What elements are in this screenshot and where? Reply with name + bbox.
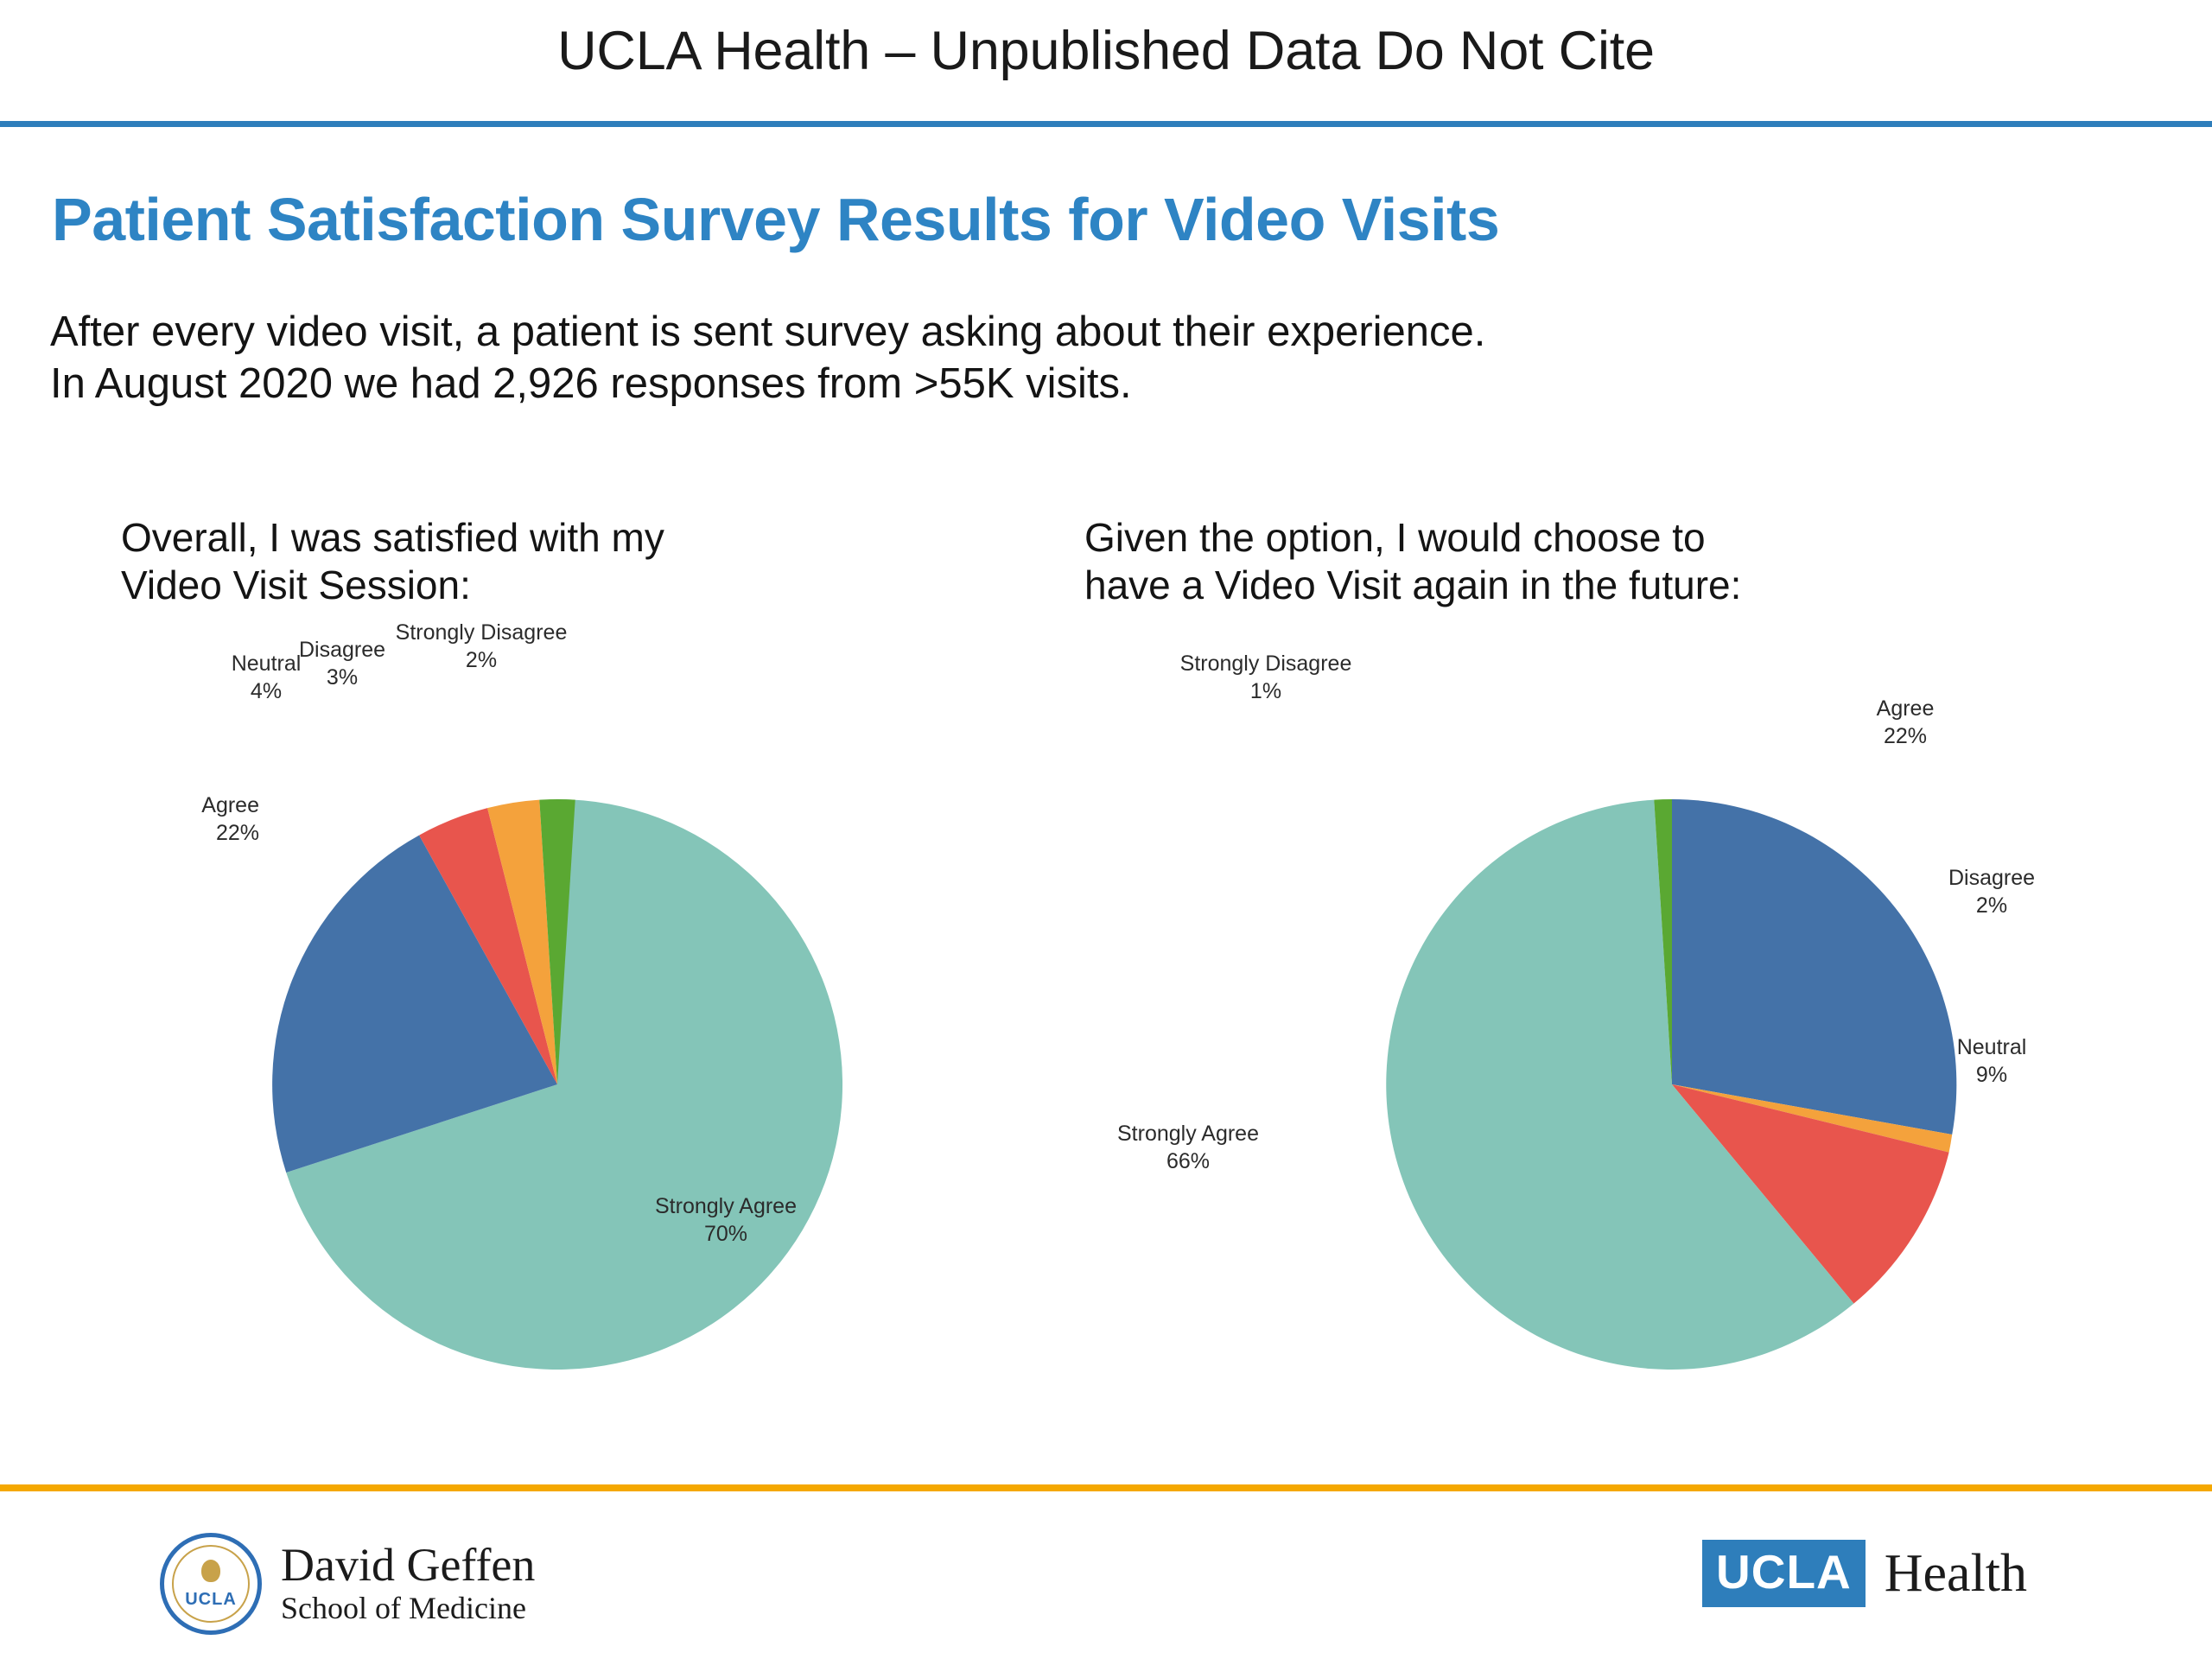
pie-label-left-strongly-agree-text: Strongly Agree (655, 1194, 797, 1219)
pie-label-right-agree-text: Agree (1876, 696, 1935, 721)
chart-question-left-line-2: Video Visit Session: (121, 563, 471, 608)
pie-label-left-agree-text: Agree (201, 793, 259, 818)
seal-lamp-icon (201, 1560, 220, 1582)
pie-label-left-disagree-value: 3% (326, 664, 359, 690)
pie-label-right-neutral-text: Neutral (1956, 1035, 2027, 1060)
pie-label-left-disagree-text: Disagree (298, 638, 386, 663)
pie-chart-right (1084, 644, 2199, 1421)
page-subtitle (50, 307, 2158, 410)
pie-label-right-neutral (1914, 1034, 2069, 1089)
chart-question-left-line-1: Overall, I was satisfied with my (121, 515, 664, 560)
pie-label-left-strongly-agree (605, 1193, 847, 1248)
pie-label-right-strongly-disagree-value: 1% (1249, 678, 1282, 703)
ucla-seal-icon (160, 1533, 262, 1635)
chart-question-right-line-2: have a Video Visit again in the future: (1084, 563, 1742, 608)
pie-graphic-right (1344, 730, 2000, 1387)
pie-label-left-neutral-value: 4% (250, 678, 283, 703)
pie-label-right-neutral-value: 9% (1975, 1062, 2008, 1087)
subtitle-line-2: In August 2020 we had 2,926 responses from >55K visits. (50, 359, 1132, 407)
pie-label-left-strongly-disagree-value: 2% (465, 647, 498, 672)
pie-chart-left (121, 620, 1089, 1421)
chart-question-left (121, 514, 1089, 609)
chart-question-right-line-1: Given the option, I would choose to (1084, 515, 1706, 560)
page-title: Patient Satisfaction Survey Results for Video Visits (52, 186, 1500, 253)
pie-label-left-strongly-agree-value: 70% (703, 1221, 748, 1246)
chart-panel-right (1084, 514, 2199, 1421)
pie-graphic-left (194, 730, 920, 1387)
chart-panel-left (121, 514, 1089, 1421)
pie-svg-left (194, 730, 920, 1387)
pie-svg-right (1344, 730, 2000, 1387)
header-divider (0, 121, 2212, 127)
dgsom-line-2: School of Medicine (281, 1590, 526, 1625)
seal-label: UCLA (185, 1590, 237, 1609)
pie-label-right-strongly-agree (1067, 1121, 1309, 1175)
slide-footer (0, 1491, 2212, 1659)
pie-label-left-strongly-disagree (356, 620, 607, 674)
ucla-health-word: Health (1884, 1544, 2028, 1603)
ucla-health-box: UCLA (1702, 1540, 1866, 1607)
chart-question-right (1084, 514, 2199, 609)
pie-label-right-disagree (1914, 865, 2069, 919)
pie-label-right-strongly-disagree (1128, 651, 1404, 705)
pie-label-right-disagree-value: 2% (1975, 893, 2008, 918)
pie-label-right-strongly-agree-text: Strongly Agree (1117, 1122, 1259, 1147)
pie-label-right-disagree-text: Disagree (1948, 866, 2036, 891)
dgsom-line-1: David Geffen (281, 1539, 536, 1592)
ucla-health-logo (1702, 1540, 2027, 1607)
dgsom-wordmark (281, 1541, 535, 1627)
pie-label-right-agree (1836, 696, 1974, 750)
pie-label-left-neutral-text: Neutral (231, 652, 302, 677)
slide-header (0, 0, 2212, 126)
subtitle-line-1: After every video visit, a patient is sent survey asking about their experience. (50, 308, 1486, 355)
pie-label-left-agree (86, 792, 259, 847)
pie-label-right-strongly-agree-value: 66% (1166, 1148, 1211, 1173)
footer-divider (0, 1484, 2212, 1491)
dgsom-logo (160, 1533, 535, 1635)
pie-label-right-agree-value: 22% (1883, 723, 1928, 748)
header-title: UCLA Health – Unpublished Data Do Not Cite (557, 21, 1655, 81)
pie-label-left-strongly-disagree-text: Strongly Disagree (395, 620, 568, 645)
pie-label-left-agree-value: 22% (215, 820, 259, 845)
pie-label-right-strongly-disagree-text: Strongly Disagree (1179, 652, 1352, 677)
